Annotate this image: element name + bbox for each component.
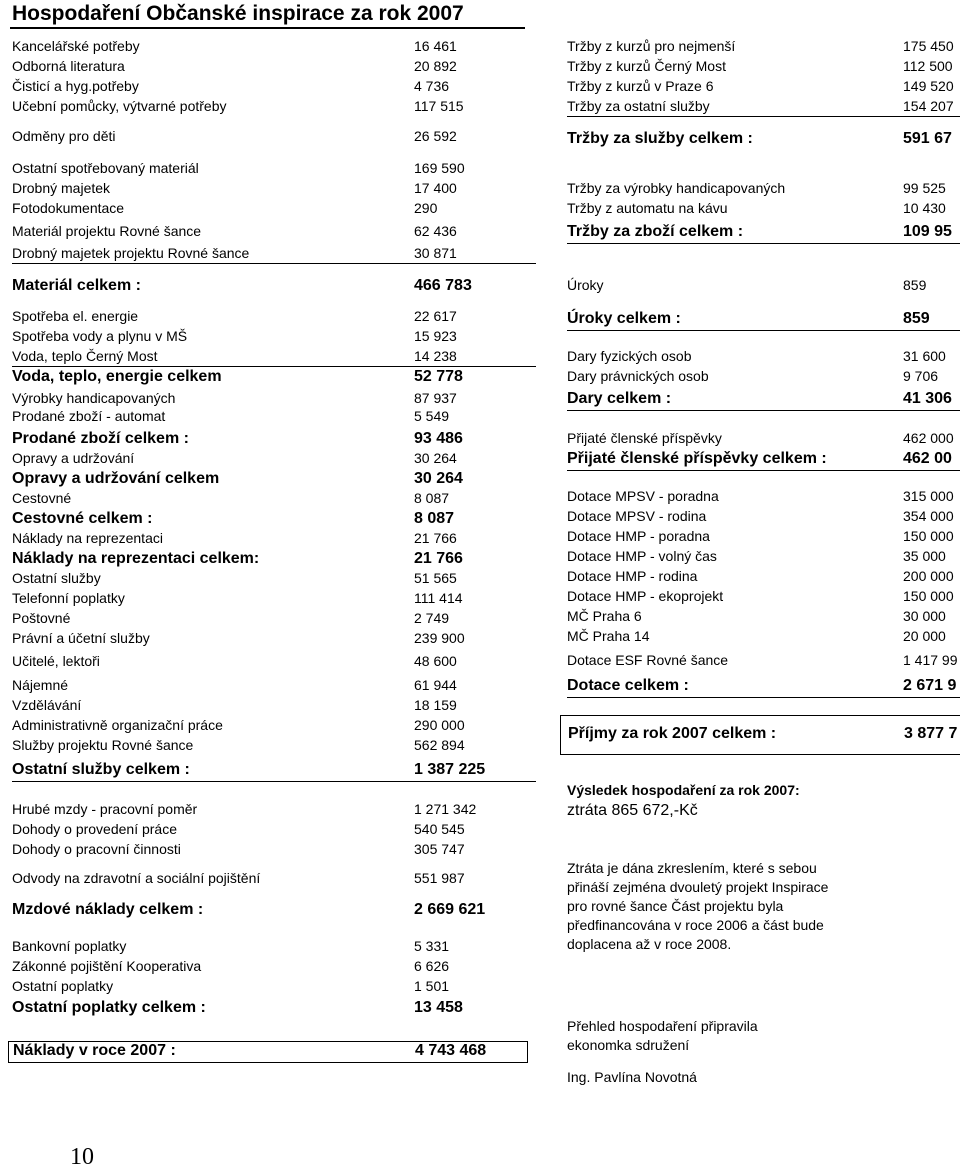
- expense-row: [12, 98, 536, 116]
- expense-label: Opravy a udržování: [12, 450, 135, 466]
- expense-label: Ostatní služby: [12, 570, 101, 586]
- expense-row: [12, 717, 536, 735]
- expense-row: [12, 245, 536, 264]
- expense-label: Dohody o provedení práce: [12, 821, 177, 837]
- income-label: MČ Praha 14: [567, 628, 650, 644]
- income-row: [567, 310, 960, 331]
- expense-label: Hrubé mzdy - pracovní poměr: [12, 801, 198, 817]
- expense-row: [12, 328, 536, 346]
- explanation-line: doplacena až v roce 2008.: [567, 936, 732, 952]
- expense-row: [12, 677, 536, 695]
- income-row: [560, 715, 960, 755]
- title-underline: [10, 27, 525, 29]
- expense-label: Poštovné: [12, 610, 71, 626]
- expense-label: Fotodokumentace: [12, 200, 125, 216]
- income-row: [567, 508, 960, 526]
- prepared-by-line: ekonomka sdružení: [567, 1037, 690, 1053]
- income-value: 112 500: [903, 58, 953, 74]
- expense-value: 290: [414, 200, 438, 216]
- income-value: 10 430: [903, 200, 946, 216]
- income-label: Dotace HMP - rodina: [567, 568, 698, 584]
- income-label: Tržby za ostatní služby: [567, 98, 710, 114]
- income-value: 41 306: [903, 390, 952, 407]
- page-title: Hospodaření Občanské inspirace za rok 2007: [12, 2, 464, 25]
- expense-value: 562 894: [414, 737, 465, 753]
- expense-label: Zákonné pojištění Kooperativa: [12, 958, 202, 974]
- explanation-line: přináší zejména dvouletý projekt Inspirace: [567, 879, 829, 895]
- author-name: Ing. Pavlína Novotná: [567, 1069, 697, 1085]
- income-value: 859: [903, 277, 927, 293]
- expense-value: 48 600: [414, 653, 457, 669]
- expense-row: [12, 801, 536, 819]
- expense-label: Ostatní spotřebovaný materiál: [12, 160, 199, 176]
- expense-row: [12, 938, 536, 956]
- expense-value: 2 749: [414, 610, 450, 626]
- expense-label: Učitelé, lektoři: [12, 653, 100, 669]
- result-heading: Výsledek hospodaření za rok 2007:: [567, 782, 800, 798]
- explanation-line: pro rovné šance Část projektu byla: [567, 898, 784, 914]
- expense-label: Náklady na reprezentaci celkem:: [12, 550, 260, 567]
- income-value: 462 00: [903, 450, 952, 467]
- income-label: Tržby za výrobky handicapovaných: [567, 180, 786, 196]
- income-label: Dotace MPSV - rodina: [567, 508, 707, 524]
- income-row: [567, 277, 960, 295]
- income-value: 859: [903, 310, 930, 327]
- expense-value: 8 087: [414, 490, 450, 506]
- expense-label: Ostatní poplatky: [12, 978, 114, 994]
- expense-row: [12, 958, 536, 976]
- expense-label: Spotřeba vody a plynu v MŠ: [12, 328, 188, 344]
- expense-row: [12, 160, 536, 178]
- income-row: [567, 528, 960, 546]
- income-label: Tržby z kurzů pro nejmenší: [567, 38, 736, 54]
- income-row: [567, 588, 960, 606]
- income-value: 150 000: [903, 588, 954, 604]
- expense-value: 30 264: [414, 470, 463, 487]
- expense-label: Náklady v roce 2007 :: [13, 1042, 176, 1059]
- expense-value: 1 501: [414, 978, 450, 994]
- expense-row: [12, 223, 536, 241]
- income-row: [567, 488, 960, 506]
- expense-label: Voda, teplo, energie celkem: [12, 368, 222, 385]
- income-value: 9 706: [903, 368, 939, 384]
- income-row: [567, 180, 960, 198]
- income-row: [567, 200, 960, 218]
- expense-label: Učební pomůcky, výtvarné potřeby: [12, 98, 227, 114]
- expense-label: Spotřeba el. energie: [12, 308, 139, 324]
- income-row: [567, 38, 960, 56]
- income-value: 462 000: [903, 430, 954, 446]
- income-value: 30 000: [903, 608, 946, 624]
- expense-value: 22 617: [414, 308, 457, 324]
- income-value: 3 877 7: [904, 725, 958, 742]
- expense-value: 117 515: [414, 98, 464, 114]
- expense-row: [12, 430, 536, 450]
- income-row: [567, 628, 960, 646]
- income-label: Dotace ESF Rovné šance: [567, 652, 729, 668]
- income-value: 149 520: [903, 78, 954, 94]
- expense-value: 239 900: [414, 630, 465, 646]
- expense-row: [12, 308, 536, 326]
- result-loss: ztráta 865 672,-Kč: [567, 802, 698, 819]
- income-label: Tržby z automatu na kávu: [567, 200, 728, 216]
- expense-value: 4 743 468: [415, 1042, 487, 1059]
- expense-label: Administrativně organizační práce: [12, 717, 223, 733]
- expense-label: Náklady na reprezentaci: [12, 530, 163, 546]
- expense-row: [12, 610, 536, 628]
- expense-value: 52 778: [414, 368, 463, 385]
- income-row: [567, 430, 960, 448]
- income-value: 175 450: [903, 38, 954, 54]
- expense-value: 21 766: [414, 550, 463, 567]
- expense-label: Cestovné: [12, 490, 72, 506]
- expense-value: 30 264: [414, 450, 457, 466]
- expense-label: Mzdové náklady celkem :: [12, 901, 204, 918]
- expense-value: 5 331: [414, 938, 450, 954]
- expense-value: 87 937: [414, 390, 457, 406]
- expense-row: [12, 58, 536, 76]
- prepared-by-line: Přehled hospodaření připravila: [567, 1018, 758, 1034]
- income-value: 35 000: [903, 548, 946, 564]
- expense-value: 15 923: [414, 328, 457, 344]
- expense-row: [12, 841, 536, 859]
- expense-value: 13 458: [414, 999, 463, 1016]
- income-label: Tržby za služby celkem :: [567, 130, 753, 147]
- expense-row: [12, 128, 536, 146]
- expense-label: Odborná literatura: [12, 58, 125, 74]
- expense-label: Dohody o pracovní činnosti: [12, 841, 181, 857]
- income-label: Dotace MPSV - poradna: [567, 488, 719, 504]
- expense-value: 6 626: [414, 958, 450, 974]
- income-row: [567, 348, 960, 366]
- expense-row: [12, 200, 536, 218]
- expense-row: [12, 368, 536, 388]
- expense-row: [12, 470, 536, 490]
- income-label: Příjmy za rok 2007 celkem :: [568, 725, 777, 742]
- page-number: 10: [70, 1144, 94, 1170]
- expense-label: Opravy a udržování celkem: [12, 470, 220, 487]
- expense-row: [8, 1041, 528, 1063]
- income-label: Úroky: [567, 277, 604, 293]
- expense-label: Ostatní poplatky celkem :: [12, 999, 206, 1016]
- income-label: Dotace celkem :: [567, 677, 689, 694]
- expense-value: 61 944: [414, 677, 457, 693]
- expense-row: [12, 901, 536, 921]
- expense-value: 5 549: [414, 408, 450, 424]
- expense-label: Drobný majetek projektu Rovné šance: [12, 245, 250, 261]
- expense-value: 16 461: [414, 38, 457, 54]
- expense-label: Voda, teplo Černý Most: [12, 348, 158, 364]
- expense-row: [12, 737, 536, 755]
- income-label: Přijaté členské příspěvky: [567, 430, 722, 446]
- expense-label: Telefonní poplatky: [12, 590, 125, 606]
- expense-value: 30 871: [414, 245, 457, 261]
- income-label: Dotace HMP - ekoprojekt: [567, 588, 724, 604]
- expense-value: 466 783: [414, 277, 472, 294]
- income-row: [567, 608, 960, 626]
- expense-label: Materiál celkem :: [12, 277, 141, 294]
- income-label: Tržby z kurzů Černý Most: [567, 58, 726, 74]
- income-label: Tržby za zboží celkem :: [567, 223, 744, 240]
- expense-row: [12, 277, 536, 297]
- expense-label: Cestovné celkem :: [12, 510, 153, 527]
- expense-value: 2 669 621: [414, 901, 486, 918]
- expense-label: Kancelářské potřeby: [12, 38, 140, 54]
- expense-value: 290 000: [414, 717, 465, 733]
- income-label: Dary právnických osob: [567, 368, 709, 384]
- expense-value: 1 271 342: [414, 801, 477, 817]
- expense-value: 17 400: [414, 180, 457, 196]
- expense-row: [12, 180, 536, 198]
- income-label: Dotace HMP - volný čas: [567, 548, 717, 564]
- income-row: [567, 390, 960, 411]
- income-row: [567, 58, 960, 76]
- expense-row: [12, 550, 536, 570]
- income-row: [567, 98, 960, 117]
- expense-label: Právní a účetní služby: [12, 630, 150, 646]
- expense-value: 18 159: [414, 697, 457, 713]
- income-value: 20 000: [903, 628, 946, 644]
- expense-value: 93 486: [414, 430, 463, 447]
- expense-label: Čisticí a hyg.potřeby: [12, 78, 139, 94]
- income-label: Dary celkem :: [567, 390, 672, 407]
- expense-value: 62 436: [414, 223, 457, 239]
- expense-value: 551 987: [414, 870, 465, 886]
- expense-label: Prodané zboží - automat: [12, 408, 166, 424]
- expense-row: [12, 570, 536, 588]
- income-value: 2 671 9: [903, 677, 957, 694]
- expense-value: 305 747: [414, 841, 465, 857]
- expense-label: Odměny pro děti: [12, 128, 116, 144]
- income-value: 31 600: [903, 348, 946, 364]
- income-value: 154 207: [903, 98, 954, 114]
- explanation-line: Ztráta je dána zkreslením, které s sebou: [567, 860, 817, 876]
- expense-value: 21 766: [414, 530, 457, 546]
- expense-label: Drobný majetek: [12, 180, 111, 196]
- income-label: MČ Praha 6: [567, 608, 642, 624]
- income-row: [567, 568, 960, 586]
- expense-label: Ostatní služby celkem :: [12, 761, 190, 778]
- income-value: 200 000: [903, 568, 954, 584]
- income-row: [567, 78, 960, 96]
- income-value: 315 000: [903, 488, 954, 504]
- expense-row: [12, 78, 536, 96]
- expense-value: 540 545: [414, 821, 465, 837]
- income-value: 591 67: [903, 130, 952, 147]
- income-value: 1 417 99: [903, 652, 958, 668]
- expense-value: 1 387 225: [414, 761, 486, 778]
- expense-label: Služby projektu Rovné šance: [12, 737, 194, 753]
- expense-value: 20 892: [414, 58, 457, 74]
- expense-row: [12, 490, 536, 508]
- expense-value: 169 590: [414, 160, 465, 176]
- expense-row: [12, 38, 536, 56]
- expense-row: [12, 697, 536, 715]
- income-label: Dotace HMP - poradna: [567, 528, 710, 544]
- expense-row: [12, 630, 536, 648]
- expense-label: Odvody na zdravotní a sociální pojištění: [12, 870, 261, 886]
- expense-row: [12, 978, 536, 996]
- expense-value: 26 592: [414, 128, 457, 144]
- income-value: 354 000: [903, 508, 954, 524]
- expense-row: [12, 590, 536, 608]
- expense-row: [12, 653, 536, 671]
- explanation-line: předfinancována v roce 2006 a část bude: [567, 917, 824, 933]
- income-label: Úroky celkem :: [567, 310, 681, 327]
- income-row: [567, 223, 960, 244]
- income-row: [567, 130, 960, 150]
- expense-label: Výrobky handicapovaných: [12, 390, 176, 406]
- income-value: 99 525: [903, 180, 946, 196]
- expense-row: [12, 390, 536, 408]
- income-value: 150 000: [903, 528, 954, 544]
- expense-row: [12, 348, 536, 367]
- expense-value: 8 087: [414, 510, 455, 527]
- expense-label: Vzdělávání: [12, 697, 82, 713]
- income-label: Přijaté členské příspěvky celkem :: [567, 450, 827, 467]
- income-label: Dary fyzických osob: [567, 348, 692, 364]
- expense-label: Nájemné: [12, 677, 69, 693]
- expense-row: [12, 999, 536, 1019]
- expense-row: [12, 450, 536, 468]
- expense-label: Materiál projektu Rovné šance: [12, 223, 202, 239]
- income-label: Tržby z kurzů v Praze 6: [567, 78, 714, 94]
- expense-row: [12, 870, 536, 888]
- income-row: [567, 450, 960, 471]
- income-row: [567, 677, 960, 698]
- expense-label: Prodané zboží celkem :: [12, 430, 189, 447]
- income-row: [567, 548, 960, 566]
- income-row: [567, 652, 960, 670]
- expense-row: [12, 821, 536, 839]
- expense-value: 51 565: [414, 570, 457, 586]
- expense-row: [12, 761, 536, 782]
- expense-label: Bankovní poplatky: [12, 938, 127, 954]
- expense-value: 4 736: [414, 78, 450, 94]
- expense-row: [12, 408, 536, 426]
- expense-row: [12, 530, 536, 548]
- income-value: 109 95: [903, 223, 952, 240]
- expense-value: 111 414: [414, 590, 463, 606]
- income-row: [567, 368, 960, 386]
- expense-row: [12, 510, 536, 530]
- expense-value: 14 238: [414, 348, 457, 364]
